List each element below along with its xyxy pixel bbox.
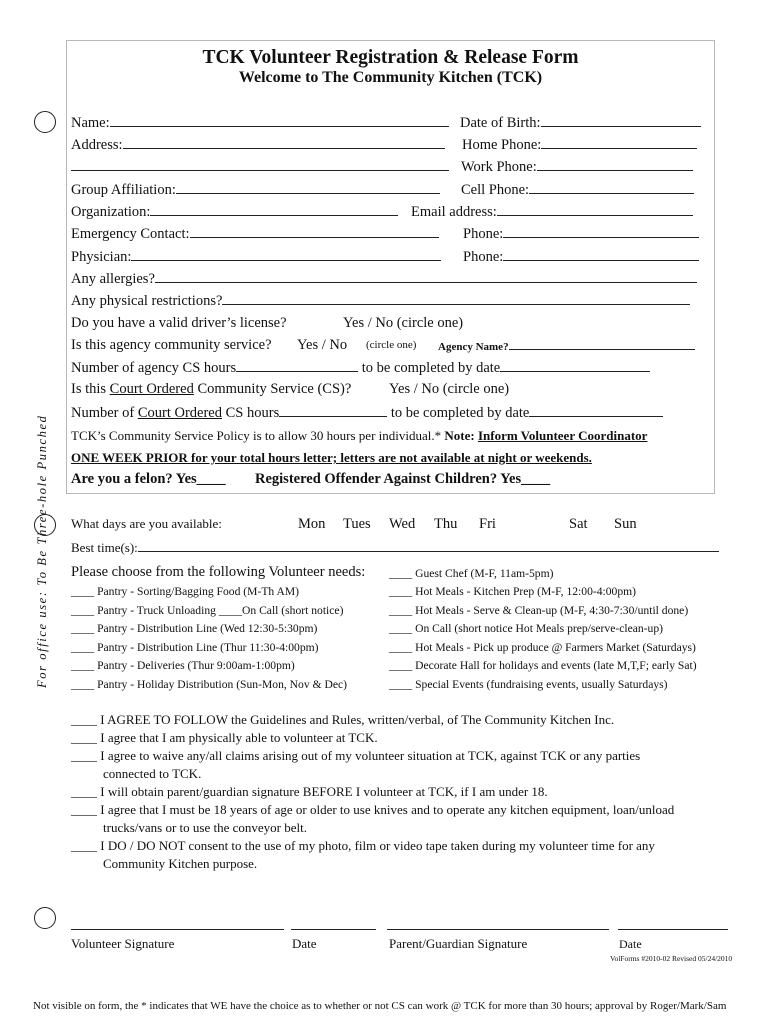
- allergies-label: Any allergies?: [71, 271, 155, 287]
- court-completed-label: to be completed by date: [390, 405, 530, 421]
- need-option[interactable]: ____ Hot Meals - Pick up produce @ Farmers Market (Saturdays): [389, 641, 696, 654]
- form-subtitle: Welcome to The Community Kitchen (TCK): [238, 69, 543, 86]
- agreement-continuation: Community Kitchen purpose.: [103, 856, 258, 871]
- need-option[interactable]: ____ Pantry - Holiday Distribution (Sun-Mon, Nov & Dec): [71, 678, 347, 691]
- agreement-item[interactable]: ____ I AGREE TO FOLLOW the Guidelines and Rules, written/verbal, of The Community Kitchen Inc.: [71, 712, 615, 727]
- physician-label: Physician:: [71, 249, 132, 265]
- cell-phone-field[interactable]: [529, 181, 694, 194]
- group-label: Group Affiliation:: [71, 182, 176, 198]
- license-options[interactable]: Yes / No (circle one): [343, 315, 464, 331]
- agency-name-field[interactable]: [509, 338, 695, 350]
- day-tues[interactable]: Tues: [343, 516, 371, 532]
- agreement-item[interactable]: ____ I DO / DO NOT consent to the use of my photo, film or video tape taken during my volunteer time for any: [71, 838, 655, 853]
- physician-phone-label: Phone:: [463, 249, 504, 265]
- agency-hours-label: Number of agency CS hours: [71, 360, 237, 376]
- volunteer-signature-label: Volunteer Signature: [71, 936, 175, 951]
- agreement-item[interactable]: ____ I will obtain parent/guardian signature BEFORE I volunteer at TCK, if I am under 18.: [71, 784, 548, 799]
- parent-signature-label: Parent/Guardian Signature: [389, 936, 528, 951]
- home-phone-field[interactable]: [541, 136, 697, 149]
- days-available-label: What days are you available:: [71, 516, 222, 531]
- court-hours-prefix: Number of: [71, 405, 138, 421]
- court-ordered-text-2: Court Ordered: [137, 405, 222, 421]
- physician-field[interactable]: [131, 248, 441, 261]
- need-option[interactable]: ____ Special Events (fundraising events, usually Saturdays): [389, 678, 668, 691]
- revision-note: VolForms #2010-02 Revised 05/24/2010: [610, 954, 733, 963]
- day-thu[interactable]: Thu: [434, 516, 458, 532]
- best-time-label: Best time(s):: [71, 540, 138, 555]
- policy-line-2: ONE WEEK PRIOR for your total hours letter; letters are not available at night or weekends.: [71, 450, 592, 465]
- form-title: TCK Volunteer Registration & Release Form: [202, 47, 579, 68]
- court-options[interactable]: Yes / No (circle one): [389, 381, 510, 397]
- punch-hole-circle: [34, 907, 56, 929]
- need-option[interactable]: ____ Decorate Hall for holidays and events (late M,T,F; early Sat): [389, 659, 697, 672]
- home-phone-label: Home Phone:: [462, 137, 542, 153]
- day-wed[interactable]: Wed: [389, 516, 416, 532]
- agency-date-field[interactable]: [500, 359, 650, 372]
- agency-name-label: Agency Name?: [438, 341, 509, 353]
- court-question-suffix: Community Service (CS)?: [193, 381, 352, 397]
- cell-phone-label: Cell Phone:: [461, 182, 530, 198]
- felon-question: Are you a felon? Yes____: [71, 471, 226, 487]
- emergency-contact-label: Emergency Contact:: [71, 226, 190, 242]
- organization-label: Organization:: [71, 204, 151, 220]
- court-hours-suffix: CS hours: [222, 405, 280, 421]
- volunteer-date-label: Date: [292, 936, 317, 951]
- emergency-phone-field[interactable]: [503, 225, 699, 238]
- dob-field[interactable]: [541, 114, 701, 127]
- agreement-item[interactable]: ____ I agree to waive any/all claims arising out of my volunteer situation at TCK, against TCK or any parties: [71, 748, 641, 763]
- email-label: Email address:: [411, 204, 497, 220]
- dob-label: Date of Birth:: [460, 115, 541, 131]
- day-fri[interactable]: Fri: [479, 516, 496, 532]
- need-option[interactable]: ____ Hot Meals - Kitchen Prep (M-F, 12:00-4:00pm): [389, 585, 637, 598]
- court-question-prefix: Is this: [71, 381, 110, 397]
- office-use-note: For office use: To Be Three-hole Punched: [35, 414, 49, 688]
- need-option[interactable]: ____ Pantry - Distribution Line (Wed 12:30-5:30pm): [71, 622, 318, 635]
- footer-note: Not visible on form, the * indicates that WE have the choice as to whether or not CS can work @ TCK for more than 30 hours; approval by Roger/Mark/Sam: [33, 1000, 727, 1012]
- day-sun[interactable]: Sun: [614, 516, 637, 532]
- day-sat[interactable]: Sat: [569, 516, 588, 532]
- need-option[interactable]: ____ Hot Meals - Serve & Clean-up (M-F, 4:30-7:30/until done): [389, 604, 689, 617]
- agreement-item[interactable]: ____ I agree that I am physically able to volunteer at TCK.: [71, 730, 378, 745]
- agency-cs-question: Is this agency community service?: [71, 337, 272, 353]
- need-option[interactable]: ____ Guest Chef (M-F, 11am-5pm): [389, 567, 554, 580]
- parent-date-field[interactable]: [618, 928, 728, 930]
- need-option[interactable]: ____ Pantry - Truck Unloading ____On Call (short notice): [71, 604, 344, 617]
- day-mon[interactable]: Mon: [298, 516, 326, 532]
- agency-circle-one: (circle one): [366, 339, 417, 351]
- license-question: Do you have a valid driver’s license?: [71, 315, 287, 331]
- group-field[interactable]: [176, 181, 440, 194]
- court-hours-field[interactable]: [279, 404, 387, 417]
- need-option[interactable]: ____ Pantry - Deliveries (Thur 9:00am-1:00pm): [71, 659, 295, 672]
- parent-signature-field[interactable]: [387, 928, 609, 930]
- policy-note-label: Note:: [444, 428, 475, 443]
- volunteer-needs-heading: Please choose from the following Volunteer needs:: [71, 564, 366, 580]
- name-label: Name:: [71, 115, 110, 131]
- address-line-2-field[interactable]: [71, 158, 449, 171]
- physician-phone-field[interactable]: [503, 248, 699, 261]
- email-field[interactable]: [497, 203, 693, 216]
- offender-question: Registered Offender Against Children? Yes____: [255, 471, 551, 487]
- agency-cs-options[interactable]: Yes / No: [297, 337, 348, 353]
- restrictions-label: Any physical restrictions?: [71, 293, 223, 309]
- emergency-phone-label: Phone:: [463, 226, 504, 242]
- agency-completed-label: to be completed by date: [361, 360, 501, 376]
- allergies-field[interactable]: [155, 270, 697, 283]
- agreement-item[interactable]: ____ I agree that I must be 18 years of age or older to use knives and to operate any kitchen equipment, loan/unload: [71, 802, 675, 817]
- work-phone-label: Work Phone:: [461, 159, 537, 175]
- policy-text: TCK’s Community Service Policy is to allow 30 hours per individual.*: [71, 428, 442, 443]
- parent-date-label: Date: [619, 937, 642, 951]
- court-date-field[interactable]: [529, 404, 663, 417]
- agreement-continuation: connected to TCK.: [103, 766, 202, 781]
- volunteer-signature-field[interactable]: [71, 928, 284, 930]
- name-field[interactable]: [110, 114, 449, 127]
- organization-field[interactable]: [150, 203, 398, 216]
- court-ordered-text: Court Ordered: [109, 381, 194, 397]
- volunteer-date-field[interactable]: [291, 928, 376, 930]
- need-option[interactable]: ____ Pantry - Distribution Line (Thur 11:30-4:00pm): [71, 641, 319, 654]
- form-border: [66, 40, 715, 494]
- need-option[interactable]: ____ On Call (short notice Hot Meals prep/serve-clean-up): [389, 622, 663, 635]
- agreement-continuation: trucks/vans or to use the conveyor belt.: [103, 820, 307, 835]
- emergency-contact-field[interactable]: [190, 225, 439, 238]
- work-phone-field[interactable]: [537, 158, 693, 171]
- address-field[interactable]: [123, 136, 445, 149]
- address-label: Address:: [71, 137, 123, 153]
- best-time-field[interactable]: [138, 539, 719, 552]
- punch-hole-circle: [34, 111, 56, 133]
- agency-hours-field[interactable]: [236, 359, 358, 372]
- need-option[interactable]: ____ Pantry - Sorting/Bagging Food (M-Th AM): [71, 585, 300, 598]
- restrictions-field[interactable]: [222, 292, 690, 305]
- policy-inform-text: Inform Volunteer Coordinator: [477, 428, 648, 443]
